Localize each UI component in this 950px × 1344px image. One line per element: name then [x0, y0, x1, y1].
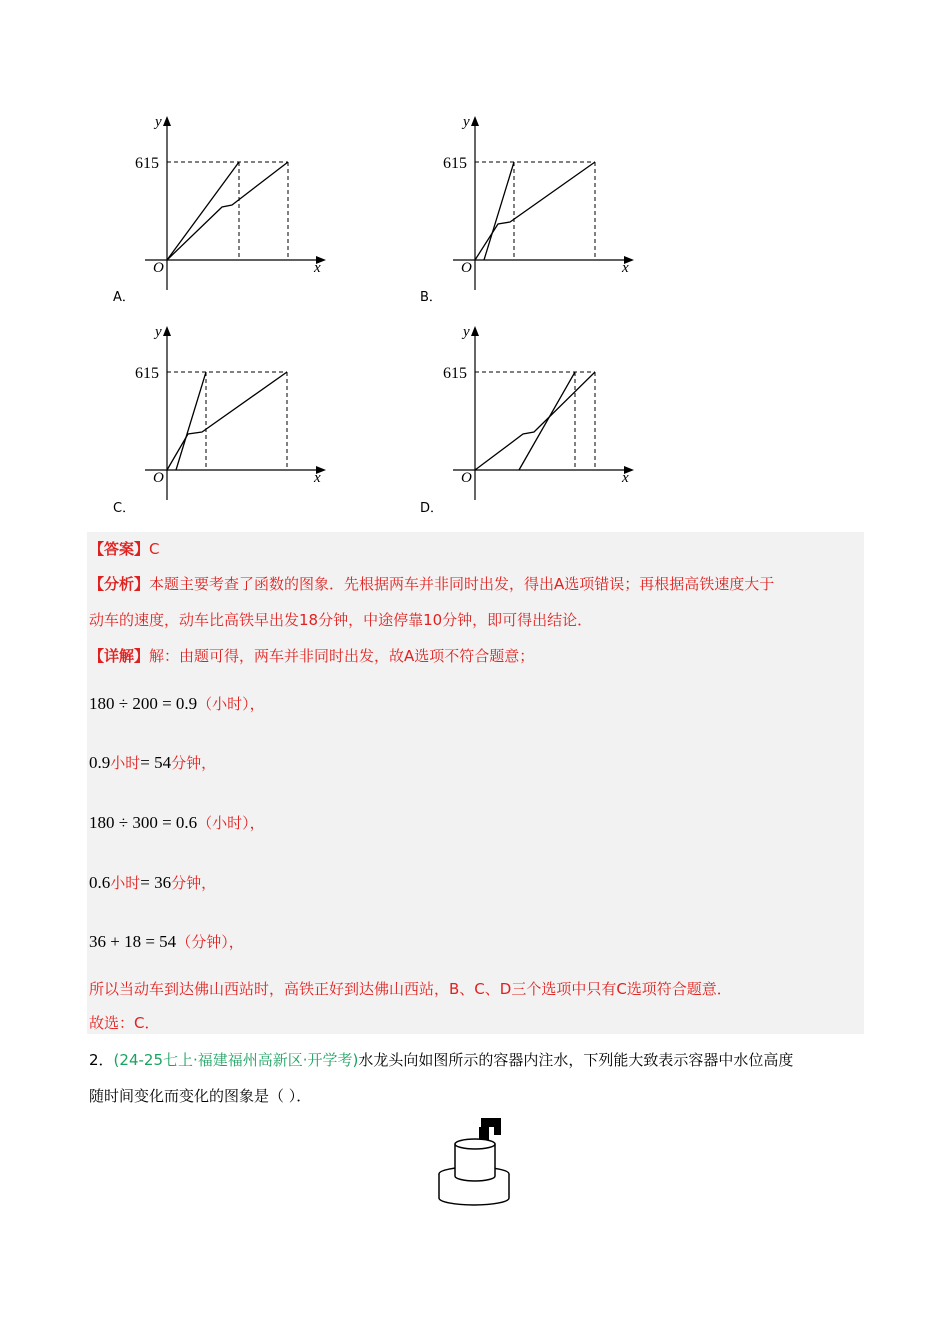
choice-line: 故选：C． — [89, 1014, 160, 1032]
x-axis-label: x — [314, 470, 321, 486]
x-axis-label: x — [622, 260, 629, 276]
calc-4-unit-2: 分钟， — [171, 874, 217, 892]
option-d-label: D． — [420, 501, 444, 516]
calc-2-math-2: = 54 — [140, 753, 172, 772]
answer-line — [89, 538, 160, 559]
question-source: (24-25七上·福建福州高新区·开学考) — [113, 1051, 359, 1069]
y-value-label: 615 — [443, 365, 467, 382]
calc-1-unit: （小时）， — [197, 695, 265, 713]
calc-4-math-2: = 36 — [140, 873, 172, 892]
calc-line-2 — [89, 752, 216, 773]
calc-line-4 — [89, 872, 216, 893]
y-value-label: 615 — [443, 155, 467, 172]
calc-1-math: 180 ÷ 200 = 0.9 — [89, 694, 198, 713]
y-value-label: 615 — [135, 155, 159, 172]
detail-text: 解：由题可得，两车并非同时出发，故A选项不符合题意； — [149, 647, 535, 665]
graph-option-d — [438, 322, 638, 502]
y-value-label: 615 — [135, 365, 159, 382]
origin-label: O — [153, 260, 164, 276]
y-axis-label: y — [155, 324, 162, 340]
answer-tag: 【答案】 — [89, 540, 150, 558]
calc-line-3 — [89, 812, 265, 833]
analysis-line-2: 动车的速度，动车比高铁早出发18分钟，中途停靠10分钟，即可得出结论． — [89, 611, 593, 629]
calc-2-unit-1: 小时 — [110, 754, 141, 772]
calc-line-1 — [89, 693, 265, 714]
detail-line — [89, 645, 534, 666]
answer-value: C — [149, 540, 160, 558]
y-axis-label: y — [155, 114, 162, 130]
question-number: 2． — [89, 1051, 114, 1069]
calc-5-unit: （分钟）， — [176, 933, 244, 951]
calc-3-math: 180 ÷ 300 = 0.6 — [89, 813, 198, 832]
question-2-line-2: 随时间变化而变化的图象是（ ）． — [89, 1087, 312, 1105]
graph-option-c — [130, 322, 330, 502]
graph-option-b — [438, 112, 638, 292]
calc-2-math-1: 0.9 — [89, 753, 111, 772]
detail-tag: 【详解】 — [89, 647, 150, 665]
origin-label: O — [461, 470, 472, 486]
y-axis-label: y — [463, 114, 470, 130]
calc-3-unit: （小时）， — [197, 814, 265, 832]
solution-box — [87, 532, 864, 1034]
analysis-line-1 — [89, 573, 774, 594]
calc-line-5 — [89, 931, 244, 952]
y-axis-label: y — [463, 324, 470, 340]
analysis-tag: 【分析】 — [89, 575, 150, 593]
option-c-label: C． — [113, 501, 136, 516]
question-2-line-1 — [89, 1049, 793, 1070]
calc-2-unit-2: 分钟， — [171, 754, 217, 772]
option-b-label: B． — [420, 290, 442, 305]
faucet-container-figure — [432, 1114, 518, 1210]
question-text-1: 水龙头向如图所示的容器内注水，下列能大致表示容器中水位高度 — [358, 1051, 794, 1069]
x-axis-label: x — [314, 260, 321, 276]
option-a-label: A． — [113, 290, 135, 305]
calc-4-unit-1: 小时 — [110, 874, 141, 892]
analysis-text-1: 本题主要考查了函数的图象．先根据两车并非同时出发，得出A选项错误；再根据高铁速度大于 — [149, 575, 775, 593]
origin-label: O — [461, 260, 472, 276]
origin-label: O — [153, 470, 164, 486]
graph-option-a — [130, 112, 330, 292]
conclusion-line: 所以当动车到达佛山西站时，高铁正好到达佛山西站，B、C、D三个选项中只有C选项符合题意． — [89, 980, 732, 998]
calc-4-math-1: 0.6 — [89, 873, 111, 892]
calc-5-math: 36 + 18 = 54 — [89, 932, 177, 951]
x-axis-label: x — [622, 470, 629, 486]
